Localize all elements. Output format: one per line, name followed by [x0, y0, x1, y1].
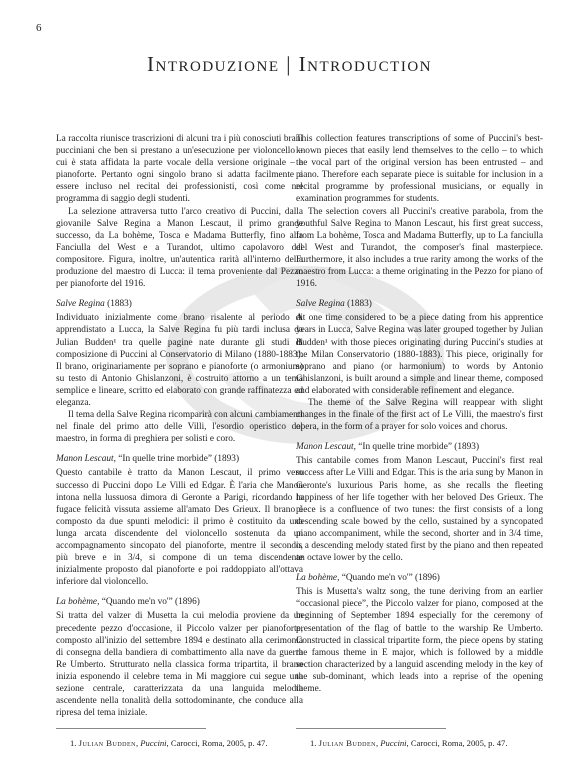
italian-column	[56, 133, 303, 719]
section-heading-en-boheme: La bohème, “Quando me'n vo'” (1896)	[296, 573, 440, 584]
section-paragraph-en-salve-2: The theme of the Salve Regina will reappear with slight changes in the finale of the first act of Le Villi, the maestro's first opera, in the form of a prayer for solo voices and chorus.	[296, 397, 543, 433]
english-column	[296, 133, 543, 695]
section-paragraph-it-manon-1: Questo cantabile è tratto da Manon Lescaut, il primo vero successo di Puccini dopo Le Villi ed Edgar. È l'aria che Manon intona nella lussuosa dimora di Geronte a Parigi, ricordando la fugace felicità vissuta assieme all'amato Des Grieux. Il brano è composto da due spunti melodici: il primo è costituito da una lunga arcata discendente del violoncello sostenuta da un accompagnamento sincopato del pianoforte, mentre il secondo, più breve e in 3/4, si compone di un tema discendente inizialmente proposto dal pianoforte e poi raddoppiato all'ottava inferiore dal violoncello.	[56, 468, 303, 588]
page-number: 6	[36, 22, 42, 34]
footnote-divider-left	[56, 728, 206, 729]
intro-paragraph-it-1: La raccolta riunisce trascrizioni di alcuni tra i più conosciuti brani pucciniani che ben si prestano a un'esecuzione per violoncello – cui è stata affidata la parte vocale della versione originale – e pianoforte. Pertanto ogni singolo brano si adatta facilmente a essere incluso nel recital dei professionisti, così come nel programma di saggio degli studenti.	[56, 134, 303, 205]
section-heading-en-manon: Manon Lescaut, “In quelle trine morbide” (1893)	[296, 442, 480, 453]
section-paragraph-it-boheme-1: Si tratta del valzer di Musetta la cui melodia proviene da un precedente pezzo d'occasione, il Piccolo valzer per pianoforte, composto all'inizio del settembre 1894 e destinato alla cerimonia di consegna della bandiera di combattimento alla nave da guerra Re Umberto. Strutturato nella classica forma tripartita, il brano inizia esponendo il celebre tema in Mi maggiore cui segue una sezione centrale, caratterizzata da una languida melodia ascendente nella tonalità della sottodominante, che conduce alla ripresa del tema iniziale.	[56, 611, 303, 719]
section-paragraph-en-salve-1: At one time considered to be a piece dating from his apprentice years in Lucca, Salve Regina was later grouped together by Julian Budden¹ with those pieces originating during Puccini's studies at the Milan Conservatorio (1880-1883). This piece, originally for soprano and piano (or harmonium) to words by Antonio Ghislanzoni, is built around a simple and linear theme, composed and elaborated with considerable refinement and elegance.	[296, 313, 543, 396]
section-paragraph-it-salve-1: Individuato inizialmente come brano risalente al periodo di apprendistato a Lucca, la Salve Regina fu più tardi inclusa da Julian Budden¹ tra quelle pagine nate durante gli studi di composizione di Puccini al Conservatorio di Milano (1880-1883). Il brano, originariamente per soprano e pianoforte (o armonium) su testo di Antonio Ghislanzoni, è costruito attorno a un tema semplice e lineare, scritto ed elaborato con grande raffinatezza ed eleganza.	[56, 313, 303, 408]
section-heading-en-salve: Salve Regina (1883)	[296, 299, 372, 310]
section-paragraph-en-boheme-1: This is Musetta's waltz song, the tune deriving from an earlier “occasional piece”, the Piccolo valzer for piano, composed at the beginning of September 1894 especially for the ceremony of presentation of the flag of battle to the warship Re Umberto. Constructed in classical tripartite form, the piece opens by stating the famous theme in E major, which is followed by a middle section characterized by a languid ascending melody in the key of the sub-dominant, which leads into a reprise of the opening theme.	[296, 587, 543, 695]
footnote-right: 1. Julian Budden, Puccini, Carocci, Roma, 2005, p. 47.	[310, 738, 508, 748]
intro-paragraph-it-2: La selezione attraversa tutto l'arco creativo di Puccini, dalla giovanile Salve Regina a Manon Lescaut, il primo grande successo, da La bohème, Tosca e Madama Butterfly, fino alla Fanciulla del West e a Turandot, ultimo capolavoro del compositore. Figura, inoltre, un'autentica rarità all'interno della produzione del maestro di Lucca: il tema proveniente dal Pezzo per pianoforte del 1916.	[56, 206, 303, 290]
section-heading-it-boheme: La bohème, “Quando me'n vo'” (1896)	[56, 597, 200, 608]
intro-paragraph-en-2: The selection covers all Puccini's creative parabola, from the youthful Salve Regina to Manon Lescaut, his first great success, from La bohème, Tosca and Madama Butterfly, up to La fanciulla del West and Turandot, the composer's final masterpiece. Furthermore, it also includes a true rarity among the works of the maestro from Lucca: a theme originating in the Pezzo for piano of 1916.	[296, 206, 543, 290]
footnote-left: 1. Julian Budden, Puccini, Carocci, Roma, 2005, p. 47.	[70, 738, 268, 748]
section-paragraph-it-salve-2: Il tema della Salve Regina ricomparirà con alcuni cambiamenti nel finale del primo atto delle Villi, l'esordio operistico del maestro, in forma di preghiera per solisti e coro.	[56, 410, 303, 445]
section-heading-it-salve: Salve Regina (1883)	[56, 299, 132, 310]
page-title: Introduzione | Introduction	[147, 52, 432, 76]
footnote-divider-right	[296, 728, 446, 729]
intro-paragraph-en-1: This collection features transcriptions of some of Puccini's best-known pieces that easily lend themselves to the cello – to which the vocal part of the original version has been entrusted – and piano. Therefore each separate piece is suitable for inclusion in a recital programme by professional musicians, or equally in examination programmes for students.	[296, 134, 543, 205]
section-paragraph-en-manon-1: This cantabile comes from Manon Lescaut, Puccini's first real success after Le Villi and Edgar. This is the aria sung by Manon in Geronte's luxurious Paris home, as she recalls the fleeting happiness of her life together with her beloved Des Grieux. The piece is a confluence of two tunes: the first consists of a long descending scale bowed by the cello, sustained by a syncopated piano accompaniment, while the second, shorter and in 3/4 time, is a descending melody stated first by the piano and then repeated an octave lower by the cello.	[296, 456, 543, 564]
section-heading-it-manon: Manon Lescaut, “In quelle trine morbide” (1893)	[56, 454, 240, 465]
